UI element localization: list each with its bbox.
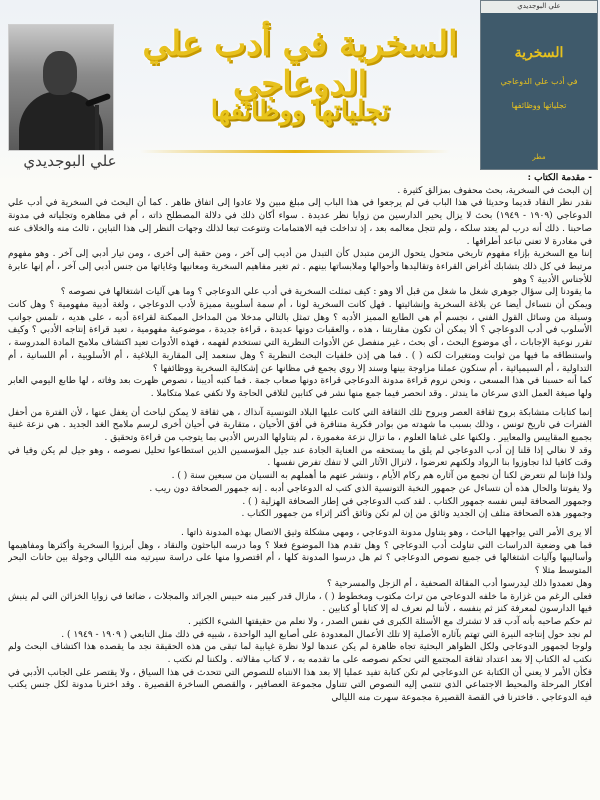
article-paragraph: ولذا فإننا لم نتعرض لكنا أن نجمع من آثاره هم ركام الأيام ، وننشر عنهم ما أهملهم به النسيان من سبعين سنة ( ) . <box>171 471 592 482</box>
article-paragraph: وقد لا نغالي إذا قلنا إن أدب الدوعاجي لم يلق ما يستحقه من العناية الجادة عند جيل المؤسسين الذين استطاعوا تحليل نصوصه ، وهو جيل لم يكن وفيا في وقت كافيا لذا تجاوزوا بنا الرواد ولكنهم تعرضوا ، لاتزال الآثار التي لا تنفك تفرض نفسها . <box>8 445 592 469</box>
book-cover-author: علي البوجديدي <box>517 2 561 10</box>
microphone-stand-icon <box>95 105 99 151</box>
article-paragraph: ولا يفوتنا والحال هذه أن نتساءل عن جمهور النخبة التونسية الذي كتب له الدوعاجي أدبه . إنه جمهور الصحافة دون ريب . <box>149 483 592 494</box>
article-paragraph: وجمهور الصحافة ليس نفسه جمهور الكتاب . لقد كتب الدوعاجي في إطار الصحافة الهزلية ( ) . <box>242 496 592 507</box>
article-paragraph: فكأن الأمر لا يعني أن الكتابة عن الدوعاجي لم تكن كتابة تفيد عمليا إلا بعد هذا الانتباه للنصوص التي تتحدث في هذا السياق ، ولا يقتصر على الجانب الأدبي في أفكار المرحلة والمحيط الاجتماعي الذي تنتمي إليه النصوص التي تتناول مجموعة العصافير ، والقصص الساخرة القصيرة . وقد اخترنا مدونة لكل جنس يكتب فيه الدوعاجي . فاخترنا في القصة القصيرة مجموعة سهرت منه الليالي <box>8 667 592 704</box>
page-title: السخرية في أدب علي الدوعاجي <box>142 24 458 104</box>
article-paragraph: إن البحث في السخرية، بحث محفوف بمزالق كثيرة . <box>397 185 592 196</box>
article-paragraph: فما هي وضعية الدراسات التي تناولت أدب الدوعاجي ؟ وهل تقدم هذا الموضوع فعلا ؟ وما درسه الباحثون والنقاد ، وهل أبرزوا السخرية وأكثرها ومفاهيمها وأساليبها وآليات اشتغالها في جميع نصوص الدوعاجي ؟ ثم هل درسوا المدونة كلها ، أم اقتصروا منها على دراسة سيرتيه منه الليالي وجولة بين حانات البحر المتوسط مثلا ؟ <box>8 540 592 577</box>
header-divider <box>140 150 450 153</box>
article-paragraph: ويمكن أن نتساءل أيضا عن بلاغة السخرية وإنشائيتها . فهل كانت السخرية لونا ، أم سمة أسلوبية مميزة لأدب الدوعاجي ، ولغة أدبية مفهومية ؟ وهل كانت وسيلة من وسائل القول الفني ، نجسم أم هي الطابع المميز الأدبه ؟ وهل تمثل بالتالي مدخلا من المداخل الممكنة لقراءة أدبه ، على هديه ، تلمس جوانب الأسلوب في أدب الدوعاجي ؟ ألا يمكن أن تكون مقاربتنا ، هذه ، والعقبات دونها عديدة ، قراءة جديدة ، موضوعية مفهومية ، تعيد قراءة إنتاجه الأدبي ؟ وكيف تقرر نوعية الإجابات ، أي موضوع البحث ، أي بحث ، غير منفصل عن الأدوات النظرية التي تستخدم لفهمه ، فهذه الأدوات تعيد اكتشاف ملامح المادة المدروسة ، <box>8 300 592 349</box>
book-cover-publisher-logo: مطر <box>532 153 546 161</box>
article-paragraph: وجمهور هذه الصحافة متلف إن الجديد وثائق من إن لم تكن وثائق أكثر إثراء من جمهور الكتاب . <box>241 509 592 520</box>
book-cover-title: السخرية <box>514 45 564 61</box>
article-paragraph: ألا يرى الأمر التي يواجهها الباحث ، وهو يتناول مدونة الدوعاجي ، ومهي مشكلة وثيق الاتصال بهذه المدونة ذاتها . <box>180 527 592 538</box>
article-body <box>8 172 592 794</box>
article-paragraph: وهل تعمدوا ذلك ليدرسوا أدب المقالة الصحفية ، أم الزجل والمسرحية ؟ <box>326 578 592 589</box>
page-subtitle: تجلياتها ووظائفها <box>210 96 390 126</box>
book-cover-subtitle: في أدب علي الدوعاجي <box>500 77 578 86</box>
article-paragraph: نقدر نظر النقاد قديما وحديثا في هذا الباب في لم يرجعوا في هذا الباب إلى مبلغ مبين ولا عادوا إلى اتفاق ظاهر . كما أن البحث في السخرية في أدب علي الدوعاجي (١٩٠٩ - ١٩٤٩) بحث لا يزال يحير الدارسين من زوايا نظر عديدة . سواء أكان ذلك في دلالة المصطلح ذاته ، أم في مظاهره وتجلياته في مدونة صاحبنا . ذلك أنه درب لم يعتد سلكه ، ولم تتجل معالمه بعد ، إذ تداخلت فيه الاهتمامات وتنوعت تبعا لذلك وجهات النظر إلى هذا التباين ، ثالث منه والخلاف عنه في مغادرة لا تعني تباعد أطرافها . <box>8 198 592 247</box>
author-name: علي البوجديدي <box>23 152 117 170</box>
article-paragraph: فعلى الرغم من غزارة ما خلفه الدوعاجي من تراث مكتوب ومخطوط ( ) ، مازال قدر كبير منه حبيس الجرائد والمجلات ، ضائعا في زوايا الخزائن التي لم ينبش فيها الدارسون لمعرفة كنز ثم بنفسه ، لأننا لم نعرف له إلا كتابا أو كتابين . <box>8 591 592 615</box>
article-paragraph: ما يقودنا إلى سؤال جوهري شغل ما شغل من قبل ألا وهو : كيف تمثلت السخرية في أدب علي الدوعاجي ؟ وما هي آليات اشتغالها في نصوصه ؟ <box>60 287 592 298</box>
article-paragraph: ولوجا لجمهور الدوعاجي ولكل الظواهر البحثية تجاه ظاهرة لم يكن عندها لولا نظرة غيابية لما تبقى من هذه الحقيقة نجد ما يقصده هذا اكتشاف البحث ولم نكتب له الكتاب إلا بعد اعتداد ثقافة المجتمع التي تحكم نصوصه على ما تقدمه به ، لا كتاب مقالاته . ولكننا لم نكتب . <box>8 642 592 666</box>
book-cover-tagline: تجلياتها ووظائفها <box>511 101 567 110</box>
article-paragraph: لم نجد حول إنتاجه النيرة التي تهتم بآثاره الأصلية إلا تلك الأعمال المعدودة على أصابع اليد الواحدة ، شبيه في ذلك مثل التابعي ( ١٩٠٩ - ١٩٤٩ ) . <box>61 629 592 640</box>
book-cover <box>480 0 598 170</box>
article-paragraph: واستنطاقه ما فيها من ثوابت ومتغيرات لكنه ( ) . فما هي إذن خلفيات البحث النظرية ؟ وهل سنعمد إلى المقاربة البلاغية ، أم الأسلوبية ، أم اللسانية ، أم التداولية ، أم السيميائية ، أم سنكون عملنا مزاوجة بينها وسند إلا روي يجمع في مظانها عن إشكالية السخرية ووظائفها ؟ <box>8 350 592 374</box>
article-paragraph: ثم حكم صاحبه بأنه آدب قد لا تشترك مع الأسئلة الكبرى في نفس الصدر ، ولا نعلم من حقيقتها الشيء الكثير . <box>188 616 592 627</box>
author-photo <box>8 24 114 151</box>
article-paragraph: كما أنه حسبنا في هذا المسعى ، ونحن نروم قراءة مدونة الدوعاجي قراءة دونها صعاب جمة . فما كتبه أديبنا ، نصوص ظهرت بعد وفاته ، لها طابع اليومي العابر ولها صيغة العمل الذي سرعان ما يندثر . وقد انحصر فيما جمع منها نشر في كتابين لتلافي الحاجة ولا تكفي عملا متكاملا . <box>8 376 592 399</box>
article-paragraph: إننا مع السخرية بإزاء مفهوم تاريخي متحول يتحول الزمن متبدل كأن التبدل من أديب إلى آخر ، ومن حقبة إلى أخرى ، ومن تيار أدبي إلى آخر . وهو مفهوم مرتبط في كل ذلك بتشابك أغراض القراءة وتقاليدها وأحوالها وملابساتها بينهم . ثم تغير مفاهيم السخرية ومعانيها وغاياتها من جنس أدبي إلى آخر ، أم إنها عابرة للأجناس الأدبية ؟ وهو <box>8 249 592 285</box>
section-heading: - مقدمة الكتاب : <box>527 173 592 183</box>
photo-figure-head <box>43 51 77 95</box>
article-paragraph: إنما كتابات متشابكة بروح ثقافة العصر وبروح تلك الثقافة التي كانت عليها البلاد التونسية آنذاك ، هي ثقافة لا يمكن لباحث أن يغفل عنها ، لأن الفترة من أحفل الفترات في تاريخ تونس ، وذلك بسبب ما شهدته من بوادر فكرية متنافرة في أفق الأحيان ، متقاربة في أحيان أخرى لرسم ملامح الغد الجديد . هي نزعة غنية بجميع المقاييس والمعايير . ولكنها على غناها العلوم ، ما تزال نزعة مغمورة ، لم يتناولها الدرس الأدبي بما يتوجب من قراءة وتحقيق . <box>8 407 592 444</box>
